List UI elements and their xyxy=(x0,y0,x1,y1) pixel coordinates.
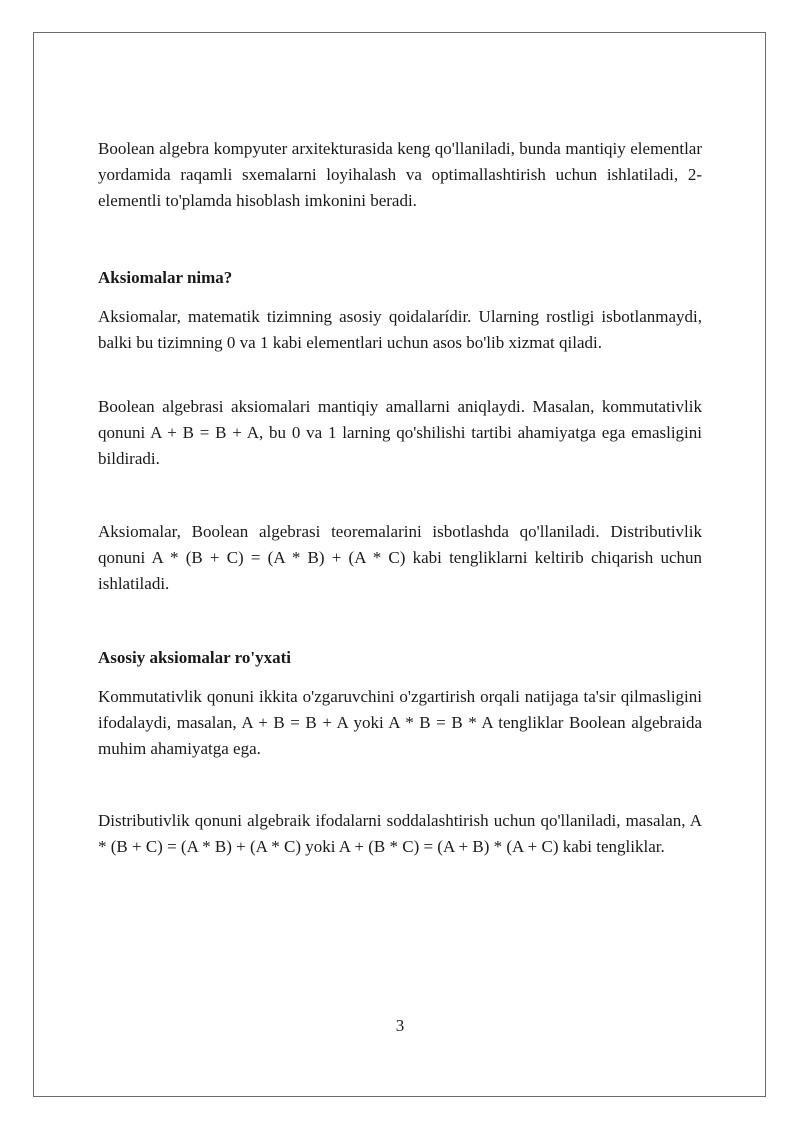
document-body xyxy=(98,136,702,860)
section-heading-axioms: Aksiomalar nima? xyxy=(98,268,233,287)
section-heading-axiom-list: Asosiy aksiomalar ro'yxati xyxy=(98,648,291,667)
page-number: 3 xyxy=(395,1016,405,1035)
commutative-law-paragraph: Kommutativlik qonuni ikkita o'zgaruvchini o'zgartirish orqali natijaga ta'sir qilmasligini ifodalaydi, masalan, A + B = B + A yoki A * B = B * A tengliklar Boolean algebraida muhim ahamiyatga ega. xyxy=(98,687,702,758)
intro-paragraph: Boolean algebra kompyuter arxitekturasida keng qo'llaniladi, bunda mantiqiy elementlar yordamida raqamli sxemalarni loyihalash va optimallashtirish uchun ishlatiladi, 2-elementli to'plamda hisoblash imkonini beradi. xyxy=(98,139,702,210)
axioms-definition-paragraph: Aksiomalar, matematik tizimning asosiy qoidalarídir. Ularning rostligi isbotlanmaydi, balki bu tizimning 0 va 1 kabi elementlari uchun asos bo'lib xizmat qiladi. xyxy=(98,307,702,352)
axioms-usage-paragraph: Aksiomalar, Boolean algebrasi teoremalarini isbotlashda qo'llaniladi. Distributivlik qonuni A * (B + C) = (A * B) + (A * C) kabi tengliklarni keltirib chiqarish uchun ishlatiladi. xyxy=(98,522,702,593)
distributive-law-paragraph: Distributivlik qonuni algebraik ifodalarni soddalashtirish uchun qo'llaniladi, masalan, A * (B + C) = (A * B) + (A * C) yoki A + (B * C) = (A + B) * (A + C) kabi tengliklar. xyxy=(98,811,702,856)
boolean-axioms-paragraph: Boolean algebrasi aksiomalari mantiqiy amallarni aniqlaydi. Masalan, kommutativlik qonuni A + B = B + A, bu 0 va 1 larning qo'shilishi tartibi ahamiyatga ega emasligini bildiradi. xyxy=(98,397,702,468)
